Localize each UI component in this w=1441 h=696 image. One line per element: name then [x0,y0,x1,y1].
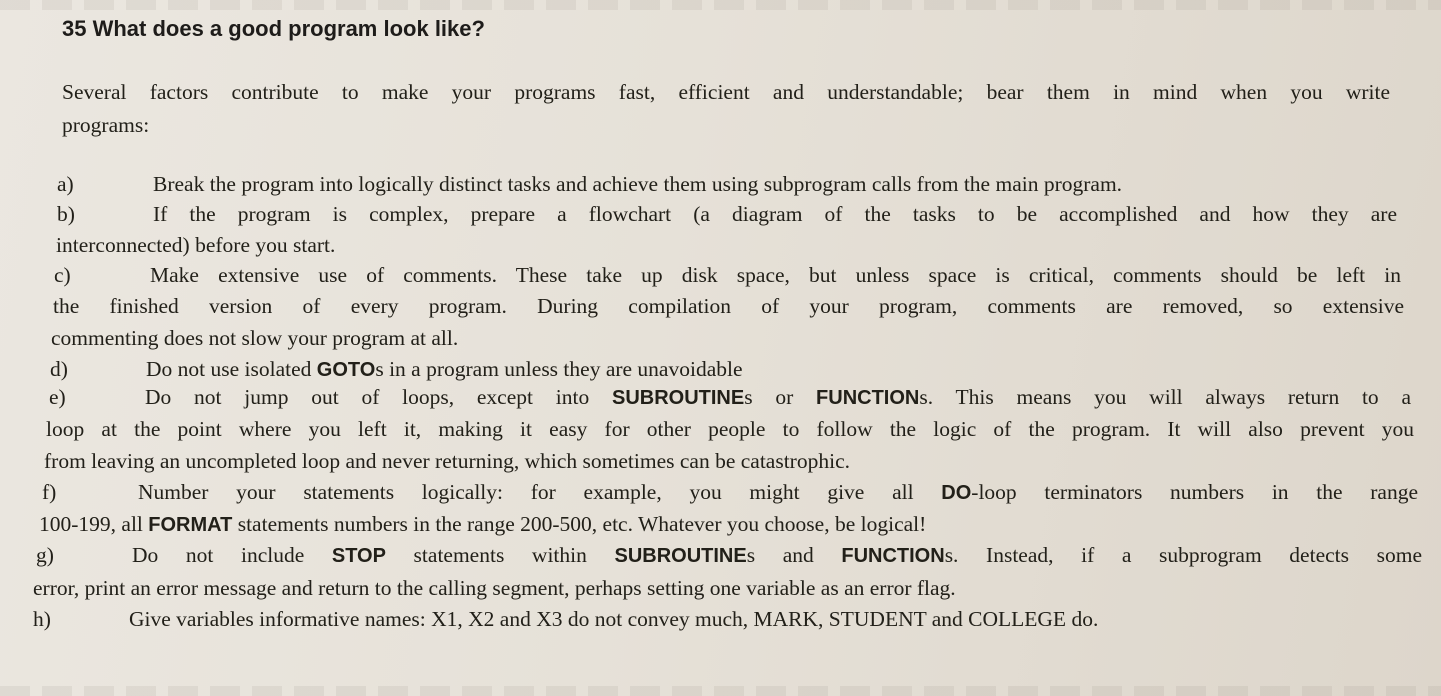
item-e-text-mid: s or [744,385,817,409]
item-g-label: g) [36,543,54,567]
keyword-subroutine: SUBROUTINE [611,387,745,409]
bleed-through-top [0,0,1441,10]
item-h-label: h) [33,607,51,631]
item-b-label: b) [57,202,75,226]
item-e-line-2: loop at the point where you left it, making it easy for other people to follow the logic of the program. It will also prevent you [46,417,1414,441]
item-c-label: c) [54,263,71,287]
item-d [50,357,743,382]
item-h-text: Give variables informative names: X1, X2 and X3 do not convey much, MARK, STUDENT and COLLEGE do. [129,607,1099,631]
intro-line-2: programs: [62,113,150,137]
item-f-label: f) [42,480,57,504]
item-h [33,607,1098,632]
keyword-function: FUNCTION [816,387,920,409]
item-e-label: e) [49,385,66,409]
item-f-line-2-pre: 100-199, all [39,512,149,536]
item-g-text-post: s. Instead, if a subprogram detects some [944,543,1422,567]
item-f-text-post: -loop terminators numbers in the range [971,480,1419,504]
intro-line-1: Several factors contribute to make your programs fast, efficient and understandable; bear them in mind when you write [62,80,1390,104]
item-g-line-2: error, print an error message and return to the calling segment, perhaps setting one variable as an error flag. [33,576,956,600]
item-d-label: d) [50,357,68,381]
item-b-line-2: interconnected) before you start. [56,233,336,257]
item-f-text-pre: Number your statements logically: for example, you might give all [138,480,942,504]
item-b-line-1 [57,202,1397,227]
item-a [57,172,1122,197]
bleed-through-bottom [0,686,1441,696]
item-f-line-1 [42,480,1418,505]
item-g-text-pre: Do not include [132,543,332,567]
item-g-line-1 [36,543,1422,568]
keyword-format: FORMAT [148,514,233,536]
item-c-line-3: commenting does not slow your program at all. [51,326,459,350]
section-heading: 35 What does a good program look like? [62,16,485,41]
item-d-text-post: s in a program unless they are unavoidable [375,357,743,381]
item-f-line-2-post: statements numbers in the range 200-500, etc. Whatever you choose, be logical! [232,512,927,536]
item-e-text-post: s. This means you will always return to a [919,385,1411,409]
item-c-line-1 [54,263,1401,288]
item-b-text: If the program is complex, prepare a flowchart (a diagram of the tasks to be accomplished and how they are [153,202,1397,226]
item-g-text-mid-1: statements within [385,543,615,567]
keyword-stop: STOP [331,545,386,567]
keyword-function-g: FUNCTION [841,545,945,567]
item-g-text-mid-2: s and [746,543,842,567]
keyword-do: DO [941,482,972,504]
item-c-text: Make extensive use of comments. These take up disk space, but unless space is critical, comments should be left in [150,263,1401,287]
item-e-line-3: from leaving an uncompleted loop and never returning, which sometimes can be catastrophic. [44,449,850,473]
item-c-line-2: the finished version of every program. During compilation of your program, comments are removed, so extensive [53,294,1404,318]
item-a-text: Break the program into logically distinct tasks and achieve them using subprogram calls from the main program. [153,172,1123,196]
item-a-label: a) [57,172,74,196]
keyword-goto: GOTO [316,359,376,381]
item-e-line-1 [49,385,1411,410]
item-e-text-pre: Do not jump out of loops, except into [145,385,612,409]
item-d-text-pre: Do not use isolated [146,357,317,381]
keyword-subroutine-g: SUBROUTINE [614,545,747,567]
item-f-line-2 [39,512,926,537]
